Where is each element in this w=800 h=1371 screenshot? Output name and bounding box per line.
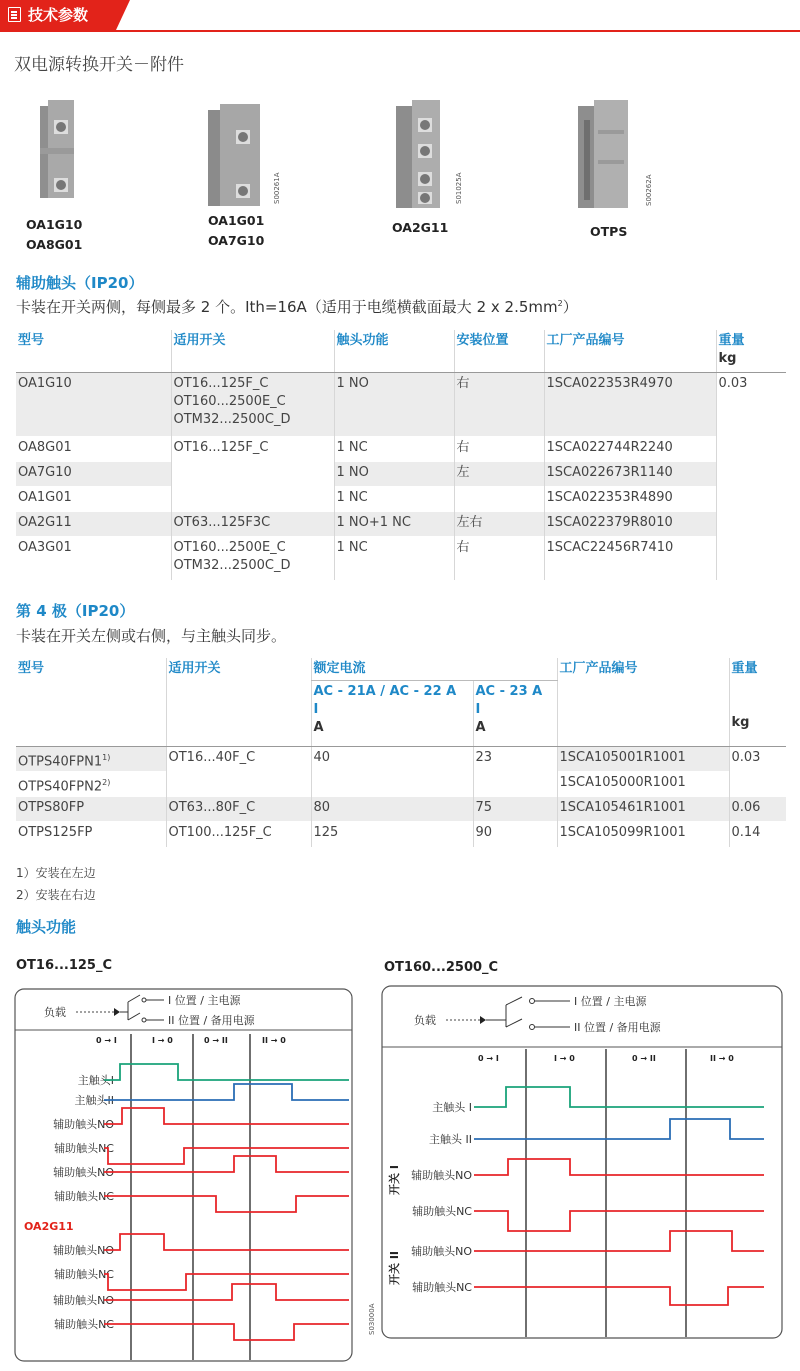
- load-label: 负载: [414, 1014, 436, 1027]
- figure-code: S01025A: [455, 172, 463, 204]
- col-header: 工厂产品编号: [557, 658, 729, 746]
- product-label: OA8G01: [26, 237, 83, 252]
- col-header: 安装位置: [454, 330, 544, 372]
- signal-label: 辅助触头NO: [53, 1294, 114, 1307]
- figure-code: S00261A: [273, 172, 281, 204]
- signal-label: 辅助触头NC: [54, 1142, 114, 1155]
- switch-2-label: 开关 II: [388, 1250, 401, 1285]
- table-row: OTPS125FP OT100...125F_C 125 90 1SCA105099R1001 0.14: [16, 822, 786, 847]
- col-header: 工厂产品编号: [544, 330, 716, 372]
- table-row: OA8G01 OT16...125F_C 1 NC 右 1SCA022744R2240: [16, 436, 786, 461]
- table-row: OA1G10 OT16...125F_C OT160...2500E_C OTM32...2500C_D 1 NO 右 1SCA022353R4970 0.03: [16, 372, 786, 436]
- signal-label: 辅助触头NO: [411, 1245, 472, 1258]
- document-icon: [8, 7, 21, 22]
- header-divider: [0, 30, 800, 32]
- footnote: 1）安装在左边: [16, 866, 96, 880]
- signal-label: 主触头 II: [429, 1133, 472, 1146]
- table-row: OA3G01 OT160...2500E_C OTM32...2500C_D 1 NC 右 1SCAC22456R7410: [16, 536, 786, 580]
- signal-label: 辅助触头NO: [53, 1166, 114, 1179]
- load-label: 负载: [44, 1006, 66, 1019]
- table-row: OTPS40FPN1$^{1)}$ OT16...40F_C 40 23 1SCA105001R1001 0.03: [16, 746, 786, 771]
- product-label: OTPS: [590, 224, 628, 239]
- signal-label: 主触头II: [74, 1094, 114, 1107]
- col-header: 适用开关: [166, 658, 311, 746]
- phase-label: 0 → II: [204, 1036, 228, 1045]
- product-image-oa1g01: [206, 104, 276, 210]
- col-header: 型号: [16, 658, 166, 746]
- table-row: OTPS40FPN2$^{2)}$ 1SCA105000R1001: [16, 771, 786, 796]
- signal-label: 辅助触头NO: [53, 1118, 114, 1131]
- col-header: 型号: [16, 330, 171, 372]
- signal-label: 主触头I: [77, 1074, 114, 1087]
- signal-label: 辅助触头NC: [412, 1205, 472, 1218]
- footnote: 2）安装在右边: [16, 888, 96, 902]
- phase-label: 0 → II: [632, 1054, 656, 1063]
- product-image-otps: [572, 100, 642, 212]
- phase-label: II → 0: [710, 1054, 734, 1063]
- phase-label: II → 0: [262, 1036, 286, 1045]
- signal-label: 辅助触头NC: [412, 1281, 472, 1294]
- section-tab-label: 技术参数: [28, 6, 89, 24]
- phase-label: 0 → I: [478, 1054, 499, 1063]
- aux-contact-table: [16, 330, 786, 580]
- position-1-label: I 位置 / 主电源: [168, 994, 241, 1007]
- phase-label: 0 → I: [96, 1036, 117, 1045]
- position-2-label: II 位置 / 备用电源: [574, 1021, 661, 1034]
- col-subheader: AC - 21A / AC - 22 A I A: [311, 680, 473, 746]
- col-header: 适用开关: [171, 330, 334, 372]
- col-subheader: AC - 23 A I A: [473, 680, 557, 746]
- switch-1-label: 开关 I: [388, 1165, 401, 1195]
- figure-code: S03000A: [368, 1303, 376, 1335]
- page-title: 双电源转换开关－附件: [14, 55, 184, 75]
- aux-description: 卡装在开关两侧，每侧最多 2 个。Ith=16A（适用于电缆横截面最大 2 x $2.5mm^2$）: [16, 298, 578, 316]
- pole4-description: 卡装在开关左侧或右侧，与主触头同步。: [16, 627, 287, 645]
- table-row: OA2G11 OT63...125F3C 1 NO+1 NC 左右 1SCA022379R8010: [16, 511, 786, 536]
- position-2-label: II 位置 / 备用电源: [168, 1014, 255, 1027]
- product-image-oa2g11: [392, 100, 452, 212]
- col-header: 触头功能: [334, 330, 454, 372]
- col-header: 额定电流: [311, 658, 557, 680]
- contact-function-heading: 触头功能: [16, 918, 77, 936]
- signal-label: 主触头 I: [432, 1101, 472, 1114]
- signal-label: 辅助触头NO: [53, 1244, 114, 1257]
- diagram-title-left: OT16...125_C: [16, 958, 113, 973]
- pole4-heading: 第 4 极（IP20）: [16, 602, 135, 620]
- signal-label: 辅助触头NO: [411, 1169, 472, 1182]
- pole4-table: [16, 658, 786, 847]
- product-label: OA1G10: [26, 217, 83, 232]
- table-row: OTPS80FP OT63...80F_C 80 75 1SCA105461R1001 0.06: [16, 797, 786, 822]
- product-label: OA7G10: [208, 233, 265, 248]
- col-header: 重量 kg: [716, 330, 786, 372]
- table-row: OA1G01 1 NC 1SCA022353R4890: [16, 486, 786, 511]
- section-tab: [0, 0, 116, 30]
- col-header: 重量 kg: [729, 658, 786, 746]
- oa2g11-label: OA2G11: [24, 1220, 74, 1233]
- signal-label: 辅助触头NC: [54, 1268, 114, 1281]
- product-label: OA1G01: [208, 213, 265, 228]
- timing-diagram-right: [364, 985, 784, 1341]
- phase-label: I → 0: [152, 1036, 173, 1045]
- product-image-oa1g10: [26, 100, 96, 210]
- product-label: OA2G11: [392, 220, 449, 235]
- position-1-label: I 位置 / 主电源: [574, 995, 647, 1008]
- diagram-title-right: OT160...2500_C: [384, 960, 499, 975]
- table-row: OA7G10 1 NO 左 1SCA022673R1140: [16, 461, 786, 486]
- aux-heading: 辅助触头（IP20）: [16, 274, 144, 292]
- timing-diagram-left: [14, 988, 354, 1364]
- signal-label: 辅助触头NC: [54, 1318, 114, 1331]
- phase-label: I → 0: [554, 1054, 575, 1063]
- figure-code: S00262A: [645, 174, 653, 206]
- signal-label: 辅助触头NC: [54, 1190, 114, 1203]
